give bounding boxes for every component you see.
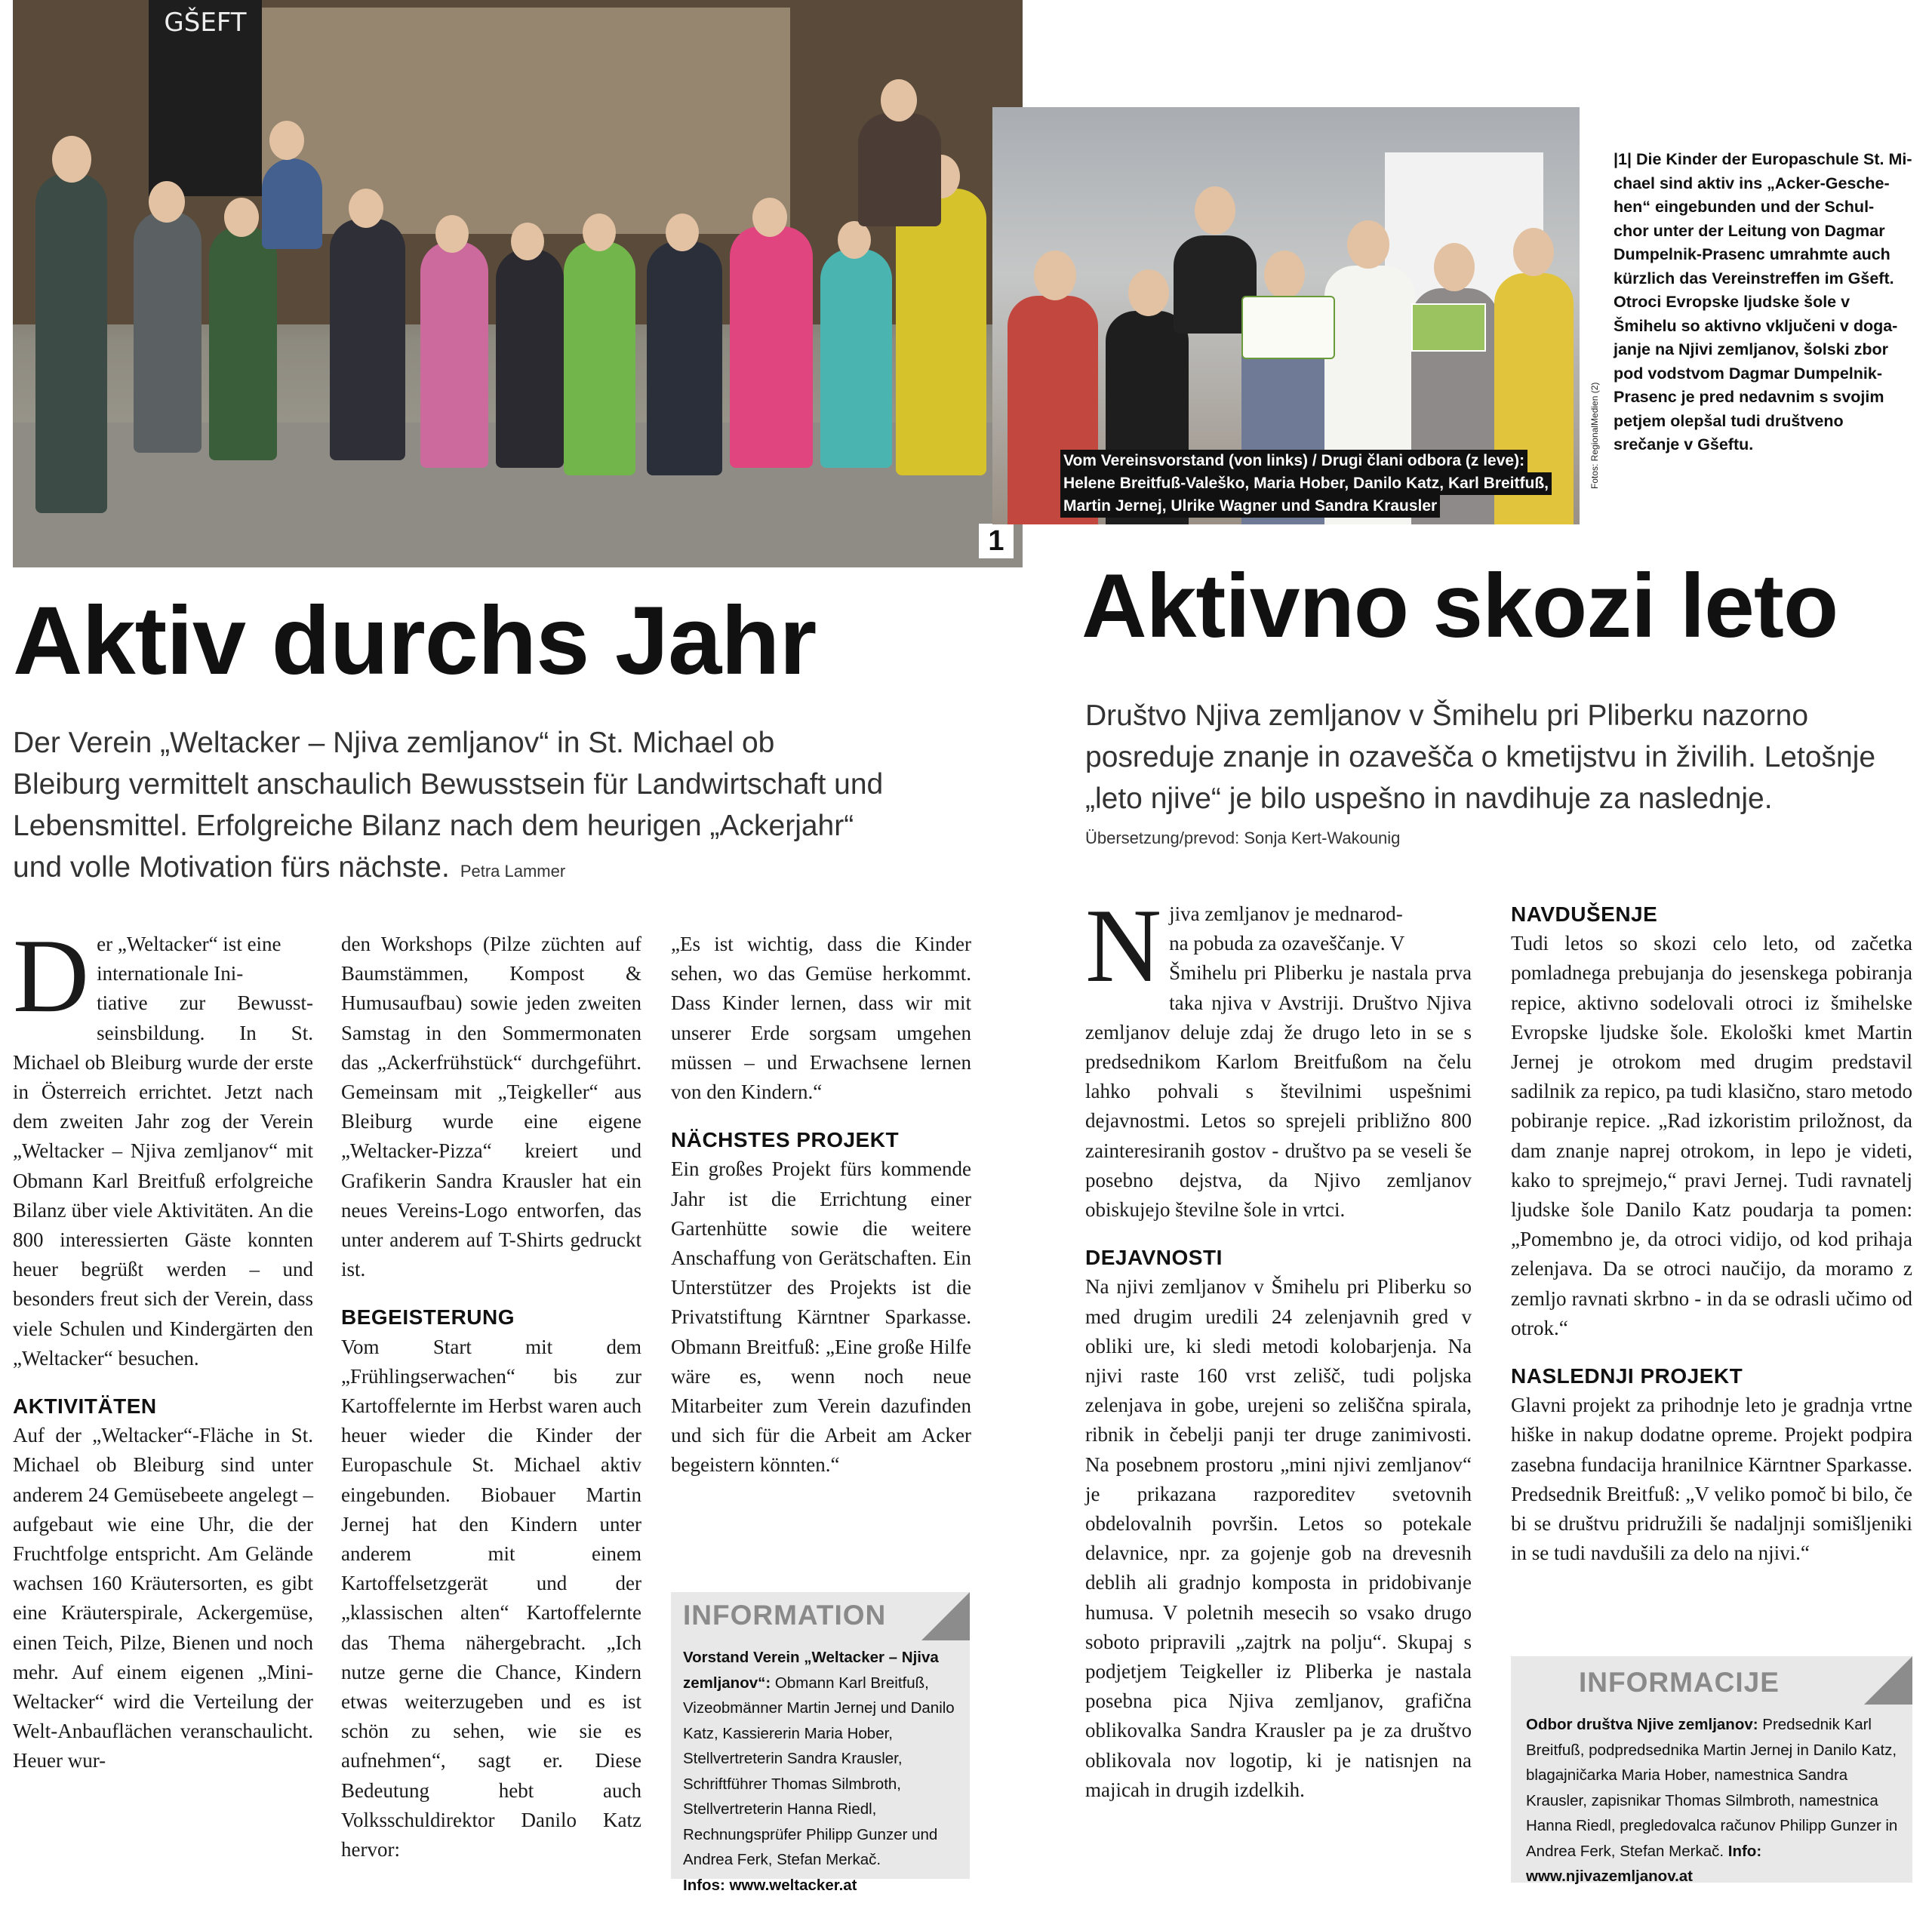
subheading: AKTIVITÄTEN [13,1394,157,1419]
subheading: NÄCHSTES PROJEKT [671,1128,900,1152]
info-link[interactable]: Infos: www.weltacker.at [683,1876,857,1894]
caption-line: Helene Breitfuß-Valeško, Maria Hober, Danilo Katz, Karl Breitfuß, [1060,472,1552,495]
photo-number-badge: 1 [979,524,1014,558]
info-link[interactable]: Info: www.njivazemljanov.at [1526,1842,1762,1885]
box-corner [1864,1656,1912,1705]
headline-de: Aktiv durchs Jahr [13,587,817,695]
de-column-3: „Es ist wichtig, dass die Kinder sehen, wo das Gemüse herkommt. Dass Kinder lernen, dass wir mit unserer Erde sorgsam umgehen müssen – und Erwachsene lernen von den Kindern.“ NÄCHSTES PROJEKT Ein großes Projekt fürs kommende Jahr ist die Errichtung einer Gartenhütte sowie die weitere Anschaffung von Gerätschaften. Ein Unterstützer des Projekts ist die Privatstiftung Kärntner Sparkasse. Obmann Breitfuß: „Eine große Hilfe wäre es, wenn noch neue Mitarbeiter zum Verein dazufinden und sich für die Arbeit am Acker begeistern könnten.“ [671,933,971,1477]
shop-window [262,8,790,234]
group-photo-children [13,0,1023,567]
person-adult [35,174,107,513]
sl-column-1: Njiva zemljanov je mednarod- na pobuda za ozaveščanje. V Šmihelu pri Pliberku je nastala prva taka njiva v Avstriji. Društvo Njiva zemljanov deluje zdaj že drugo leto in se s predsednikom Karlom Breitfußom na čelu lahko pohvali s številnimi uspešnimi dejavnostmi. Letos so sprejeli približno 800 zainteresiranih gostov - društvo pa se veseli še posebno dejstva, da Njivo zemljanov obiskujejo številne šole in vrtci. DEJAVNOSTI Na njivi zemljanov v Šmihelu pri Pliberku so med drugim uredili 24 zelenjavnih gred v obliki ure, ki sledi metodi kolobarjenja. Na njivi raste 160 vrst zelišč, tudi poljska zelenjava in gobe, urejeni so zeliščna spirala, ribnik in čebelji panji ter druge zanimivosti. Na posebnem prostoru „mini njivi zemljanov“ je prikazana razporeditev svetovnih obdelovalnih površin. Letos so potekale delavnice, npr. za gojenje gob na drevesnih deblih ali gradnjo komposta in pridobivanje humusa. V poletnih mesecih so vsako drugo soboto pripravili „zajtrk na polju“. Skupaj s podjetjem Teigkeller iz Pliberka je nastala posebna pica Njiva zemljanov, grafična oblikovalka Sandra Krausler pa je za društvo oblikovala nov logotip, ki je natisnjen na majicah in drugih izdelkih. [1085,887,1472,1801]
info-title: INFORMATION [683,1600,887,1631]
lead-de: Der Verein „Weltacker – Njiva zemljanov“ in St. Michael ob Bleiburg vermittelt anschaulich Bewusstsein für Landwirtschaft und Lebensmittel. Erfolgreiche Bilanz nach dem heurigen „Ackerjahr“ und volle Motivation fürs nächste. Petra Lammer [13,727,884,884]
info-body: Vorstand Verein „Weltacker – Njiva zemljanov“: Obmann Karl Breitfuß, Vizeobmänner Martin Jernej und Danilo Katz, Kassiererin Maria Hober, Stellvertreterin Sandra Krausler, Schriftführer Thomas Silmbroth, Stellvertreterin Hanna Riedl, Rechnungsprüfer Philipp Gunzer und Andrea Ferk, Stefan Merkač. Infos: www.weltacker.at [683,1649,955,1894]
caption-line: Vom Vereinsvorstand (von links) / Drugi člani odbora (z leve): [1060,450,1527,472]
info-title: INFORMACIJE [1579,1667,1780,1698]
photo-credit: Fotos: RegionalMedien (2) [1589,382,1600,489]
de-column-1: Der „Weltacker“ ist eine internationale Ini- tiative zur Bewusst- seinsbildung. In St. Michael ob Bleiburg wurde der erste in Österreich errichtet. Jetzt nach dem zweiten Jahr zog der Verein „Weltacker – Njiva zemljanov“ mit Obmann Karl Breitfuß erfolgreiche Bilanz über viele Aktivitäten. An die 800 interessierten Gäste konnten heuer begrüßt werden – und besonders freut sich der Verein, dass viele Schulen und Kindergärten den „Weltacker“ besuchen. AKTIVITÄTEN Auf der „Weltacker“-Fläche in St. Michael ob Bleiburg sind unter anderem 24 Gemüsebeete angelegt – aufgebaut wie eine Uhr, die der Fruchtfolge entspricht. Am Gelände wachsen 160 Kräutersorten, es gibt eine Kräuterspirale, Ackergemüse, einen Teich, Pilze, Bienen und noch mehr. Auf einem eigenen „Mini-Weltacker“ wird die Verteilung der Welt-Anbauflächen veranschaulicht. Heuer wur- [13,918,313,1772]
info-box-sl [1511,1656,1912,1883]
dropcap: D [13,918,90,1034]
subheading: NASLEDNJI PROJEKT [1511,1364,1743,1388]
dropcap: N [1085,887,1162,1004]
lead-sl: Društvo Njiva zemljanov v Šmihelu pri Pliberku nazorno posreduje znanje in ozavešča o kmetijstvu in živilih. Letošnje „leto njive“ je bilo uspešno in navdihuje za naslednje. [1085,699,1876,815]
logo-sign [1241,296,1335,359]
subheading: DEJAVNOSTI [1085,1246,1223,1270]
subheading: BEGEISTERUNG [341,1305,515,1330]
translation-credit: Übersetzung/prevod: Sonja Kert-Wakounig [1085,828,1401,847]
caption-line: Martin Jernej, Ulrike Wagner und Sandra Krausler [1060,495,1440,518]
info-box-de [671,1592,970,1894]
board-members-photo [992,107,1580,524]
picture-frame [1411,303,1486,352]
side-caption: |1| Die Kinder der Europaschule St. Mi- chael sind aktiv ins „Acker-Gesche- hen“ eingebunden und der Schul- chor unter der Leitung von Dagmar Dumpelnik-Prasenc umrahmte auch kürzlich das Vereinstreffen im Gšeft. Otroci Evropske ljudske šole v Šmihelu so aktivno vključeni v doga- janje na Njivi zemljanov, šolski zbor pod vodstvom Dagmar Dumpelnik- Prasenc je pred nedavnim s svojim petjem olepšal tudi društveno srečanje v Gšeftu. [1614,150,1912,453]
info-body: Odbor društva Njive zemljanov: Predsednik Karl Breitfuß, podpredsednika Martin Jernej in Danilo Katz, blagajničarka Maria Hober, namestnica Sandra Krausler, zapisnikar Thomas Silmbroth, namestnica Hanna Riedl, pregledovalca računov Philipp Gunzer in Andrea Ferk, Stefan Merkač. Info: www.njivazemljanov.at [1526,1716,1898,1885]
photo-caption [1060,450,1552,518]
shop-sign: GŠEFT [149,0,262,196]
headline-sl: Aktivno skozi leto [1081,555,1838,656]
subheading: NAVDUŠENJE [1511,902,1658,926]
de-column-2: den Workshops (Pilze züchten auf Baumstämmen, Kompost & Humusaufbau) sowie jeden zweiten Samstag in den Sommermonaten das „Ackerfrühstück“ durchgeführt. Gemeinsam mit „Teigkeller“ aus Bleiburg wurde eine eigene „Weltacker-Pizza“ kreiert und Grafikerin Sandra Krausler hat ein neues Vereins-Logo entworfen, das unter anderem auf T-Shirts gedruckt ist. BEGEISTERUNG Vom Start mit dem „Frühlingserwachen“ bis zur Kartoffelernte im Herbst waren auch heuer wieder die Kinder der Europaschule St. Michael aktiv eingebunden. Biobauer Martin Jernej hat den Kindern unter anderem mit einem Kartoffelsetzgerät und der „klassischen alten“ Kartoffelernte das Thema nähergebracht. „Ich nutze gerne die Chance, Kindern etwas weiterzugeben und es ist schön zu sehen, wie sie es aufnehmen“, sagt er. Diese Bedeutung hebt auch Volksschuldirektor Danilo Katz hervor: [341,933,641,1861]
box-corner [921,1592,970,1640]
sl-column-2: NAVDUŠENJE Tudi letos so skozi celo leto, od začetka pomladnega prebujanja do jesenskega pobiranja repice, aktivno sodelovali otroci iz šmihelske Evropske ljudske šole. Ekološki kmet Martin Jernej je otrokom med drugim predstavil sadilnik za repico, pa tudi klasično, staro metodo pobiranje repice. „Rad izkoristim priložnost, da dam znanje naprej otrokom, in lepo je videti, kako to sprejmejo,“ pravi Jernej. Tudi ravnatelj ljudske šole Danilo Katz poudarja ta pomen: „Pomembno je, da otroci vidijo, od kod prihaja zelenjava. Da se otroci naučijo, da moramo z zemljo ravnati skrbno - in da se odrasli učimo od otrok.“ NASLEDNJI PROJEKT Glavni projekt za prihodnje leto je gradnja vrtne hiške in nakup dodatne opreme. Projekt podpira zasebna fundacija hranilnice Kärntner Sparkasse. Predsednik Breitfuß: „V veliko pomoč bi bilo, če bi se društvu pridružili še nadaljnji somišljeniki in se tudi navdušili za delo na njivi.“ [1511,899,1912,1568]
author-byline: Petra Lammer [460,862,566,881]
